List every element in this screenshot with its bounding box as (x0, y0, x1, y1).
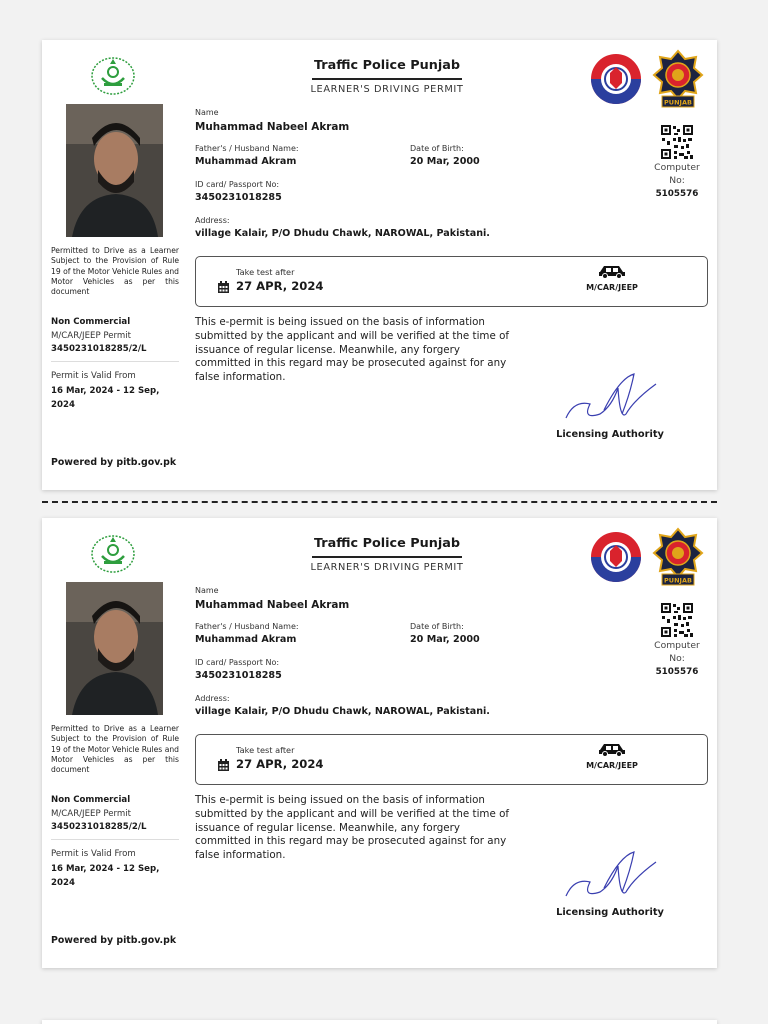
permit-category: Non Commercial (51, 317, 131, 327)
calendar-icon (218, 281, 229, 293)
computer-no: 5105576 (655, 189, 699, 199)
applicant-photo (66, 582, 163, 715)
address-label: Address: (195, 694, 230, 703)
applicant-photo (66, 104, 163, 237)
police-emblem-icon (590, 531, 642, 583)
father-name: Muhammad Akram (195, 634, 297, 645)
computer-no-label: Computer No: (654, 640, 700, 664)
address: village Kalair, P/O Dhudu Chawk, NAROWAL, Pakistani. (195, 228, 490, 239)
permit-card-1 (42, 40, 717, 490)
applicant-name: Muhammad Nabeel Akram (195, 599, 350, 611)
address: village Kalair, P/O Dhudu Chawk, NAROWAL, Pakistani. (195, 706, 490, 717)
permit-number: 3450231018285/2/L (51, 344, 147, 354)
date-of-birth: 20 Mar, 2000 (410, 156, 480, 167)
test-date: 27 APR, 2024 (236, 279, 324, 293)
permit-notice: This e-permit is being issued on the basis of information submitted by the applicant and will be verified at the time of issuance of regular license. Meanwhile, any forgery committed in this regard may be prosecuted against for any false information. (195, 316, 509, 384)
permit-notice: This e-permit is being issued on the basis of information submitted by the applicant and will be verified at the time of issuance of regular license. Meanwhile, any forgery committed in this regard may be prosecuted against for any false information. (195, 794, 509, 862)
powered-by-text: Powered by pitb.gov.pk (51, 935, 177, 946)
test-label: Take test after (236, 745, 295, 755)
document-subtitle: LEARNER'S DRIVING PERMIT (310, 84, 464, 95)
applicant-name: Muhammad Nabeel Akram (195, 121, 350, 133)
validity-label: Permit is Valid From (51, 371, 136, 381)
signature-icon (560, 848, 660, 904)
dob-label: Date of Birth: (410, 144, 464, 153)
address-label: Address: (195, 216, 230, 225)
father-name-label: Father's / Husband Name: (195, 622, 299, 631)
cut-line (42, 501, 717, 503)
car-icon (598, 264, 626, 279)
id-number: 3450231018285 (195, 670, 282, 681)
father-name-label: Father's / Husband Name: (195, 144, 299, 153)
vehicle-class: M/CAR/JEEP (586, 761, 638, 770)
permit-category: Non Commercial (51, 795, 131, 805)
test-label: Take test after (236, 267, 295, 277)
qr-code-icon (660, 602, 694, 638)
id-label: ID card/ Passport No: (195, 180, 280, 189)
name-label: Name (195, 586, 219, 595)
document-title: Traffic Police Punjab (313, 58, 461, 73)
qr-code-icon (660, 124, 694, 160)
permit-rule-text: Permitted to Drive as a Learner Subject to the Provision of Rule 19 of the Motor Vehicle Rules and Motor Vehicles as per this document (51, 246, 179, 297)
document-title: Traffic Police Punjab (313, 536, 461, 551)
licensing-authority: Licensing Authority (556, 907, 664, 918)
id-label: ID card/ Passport No: (195, 658, 280, 667)
traffic-police-badge-icon (652, 527, 704, 587)
dob-label: Date of Birth: (410, 622, 464, 631)
police-emblem-icon (590, 53, 642, 105)
permit-type: M/CAR/JEEP Permit (51, 809, 132, 819)
badge-text: PUNJAB (664, 98, 692, 107)
validity-dates: 16 Mar, 2024 - 12 Sep, 2024 (51, 864, 160, 888)
traffic-police-badge-icon (652, 49, 704, 109)
badge-text: PUNJAB (664, 576, 692, 585)
permit-card-2 (42, 518, 717, 968)
permit-card-3-partial (42, 1020, 717, 1024)
document-subtitle: LEARNER'S DRIVING PERMIT (310, 562, 464, 573)
test-date: 27 APR, 2024 (236, 757, 324, 771)
powered-by-text: Powered by pitb.gov.pk (51, 457, 177, 468)
permit-type: M/CAR/JEEP Permit (51, 331, 132, 341)
signature-icon (560, 370, 660, 426)
name-label: Name (195, 108, 219, 117)
id-number: 3450231018285 (195, 192, 282, 203)
validity-dates: 16 Mar, 2024 - 12 Sep, 2024 (51, 386, 160, 410)
permit-number: 3450231018285/2/L (51, 822, 147, 832)
father-name: Muhammad Akram (195, 156, 297, 167)
licensing-authority: Licensing Authority (556, 429, 664, 440)
computer-no: 5105576 (655, 667, 699, 677)
divider-line (51, 839, 179, 840)
divider-line (51, 361, 179, 362)
permit-rule-text: Permitted to Drive as a Learner Subject to the Provision of Rule 19 of the Motor Vehicle Rules and Motor Vehicles as per this document (51, 724, 179, 775)
car-icon (598, 742, 626, 757)
date-of-birth: 20 Mar, 2000 (410, 634, 480, 645)
title-underline (312, 78, 462, 80)
vehicle-class: M/CAR/JEEP (586, 283, 638, 292)
computer-no-label: Computer No: (654, 162, 700, 186)
title-underline (312, 556, 462, 558)
punjab-crest-icon (90, 534, 136, 574)
punjab-crest-icon (90, 56, 136, 96)
validity-label: Permit is Valid From (51, 849, 136, 859)
calendar-icon (218, 759, 229, 771)
